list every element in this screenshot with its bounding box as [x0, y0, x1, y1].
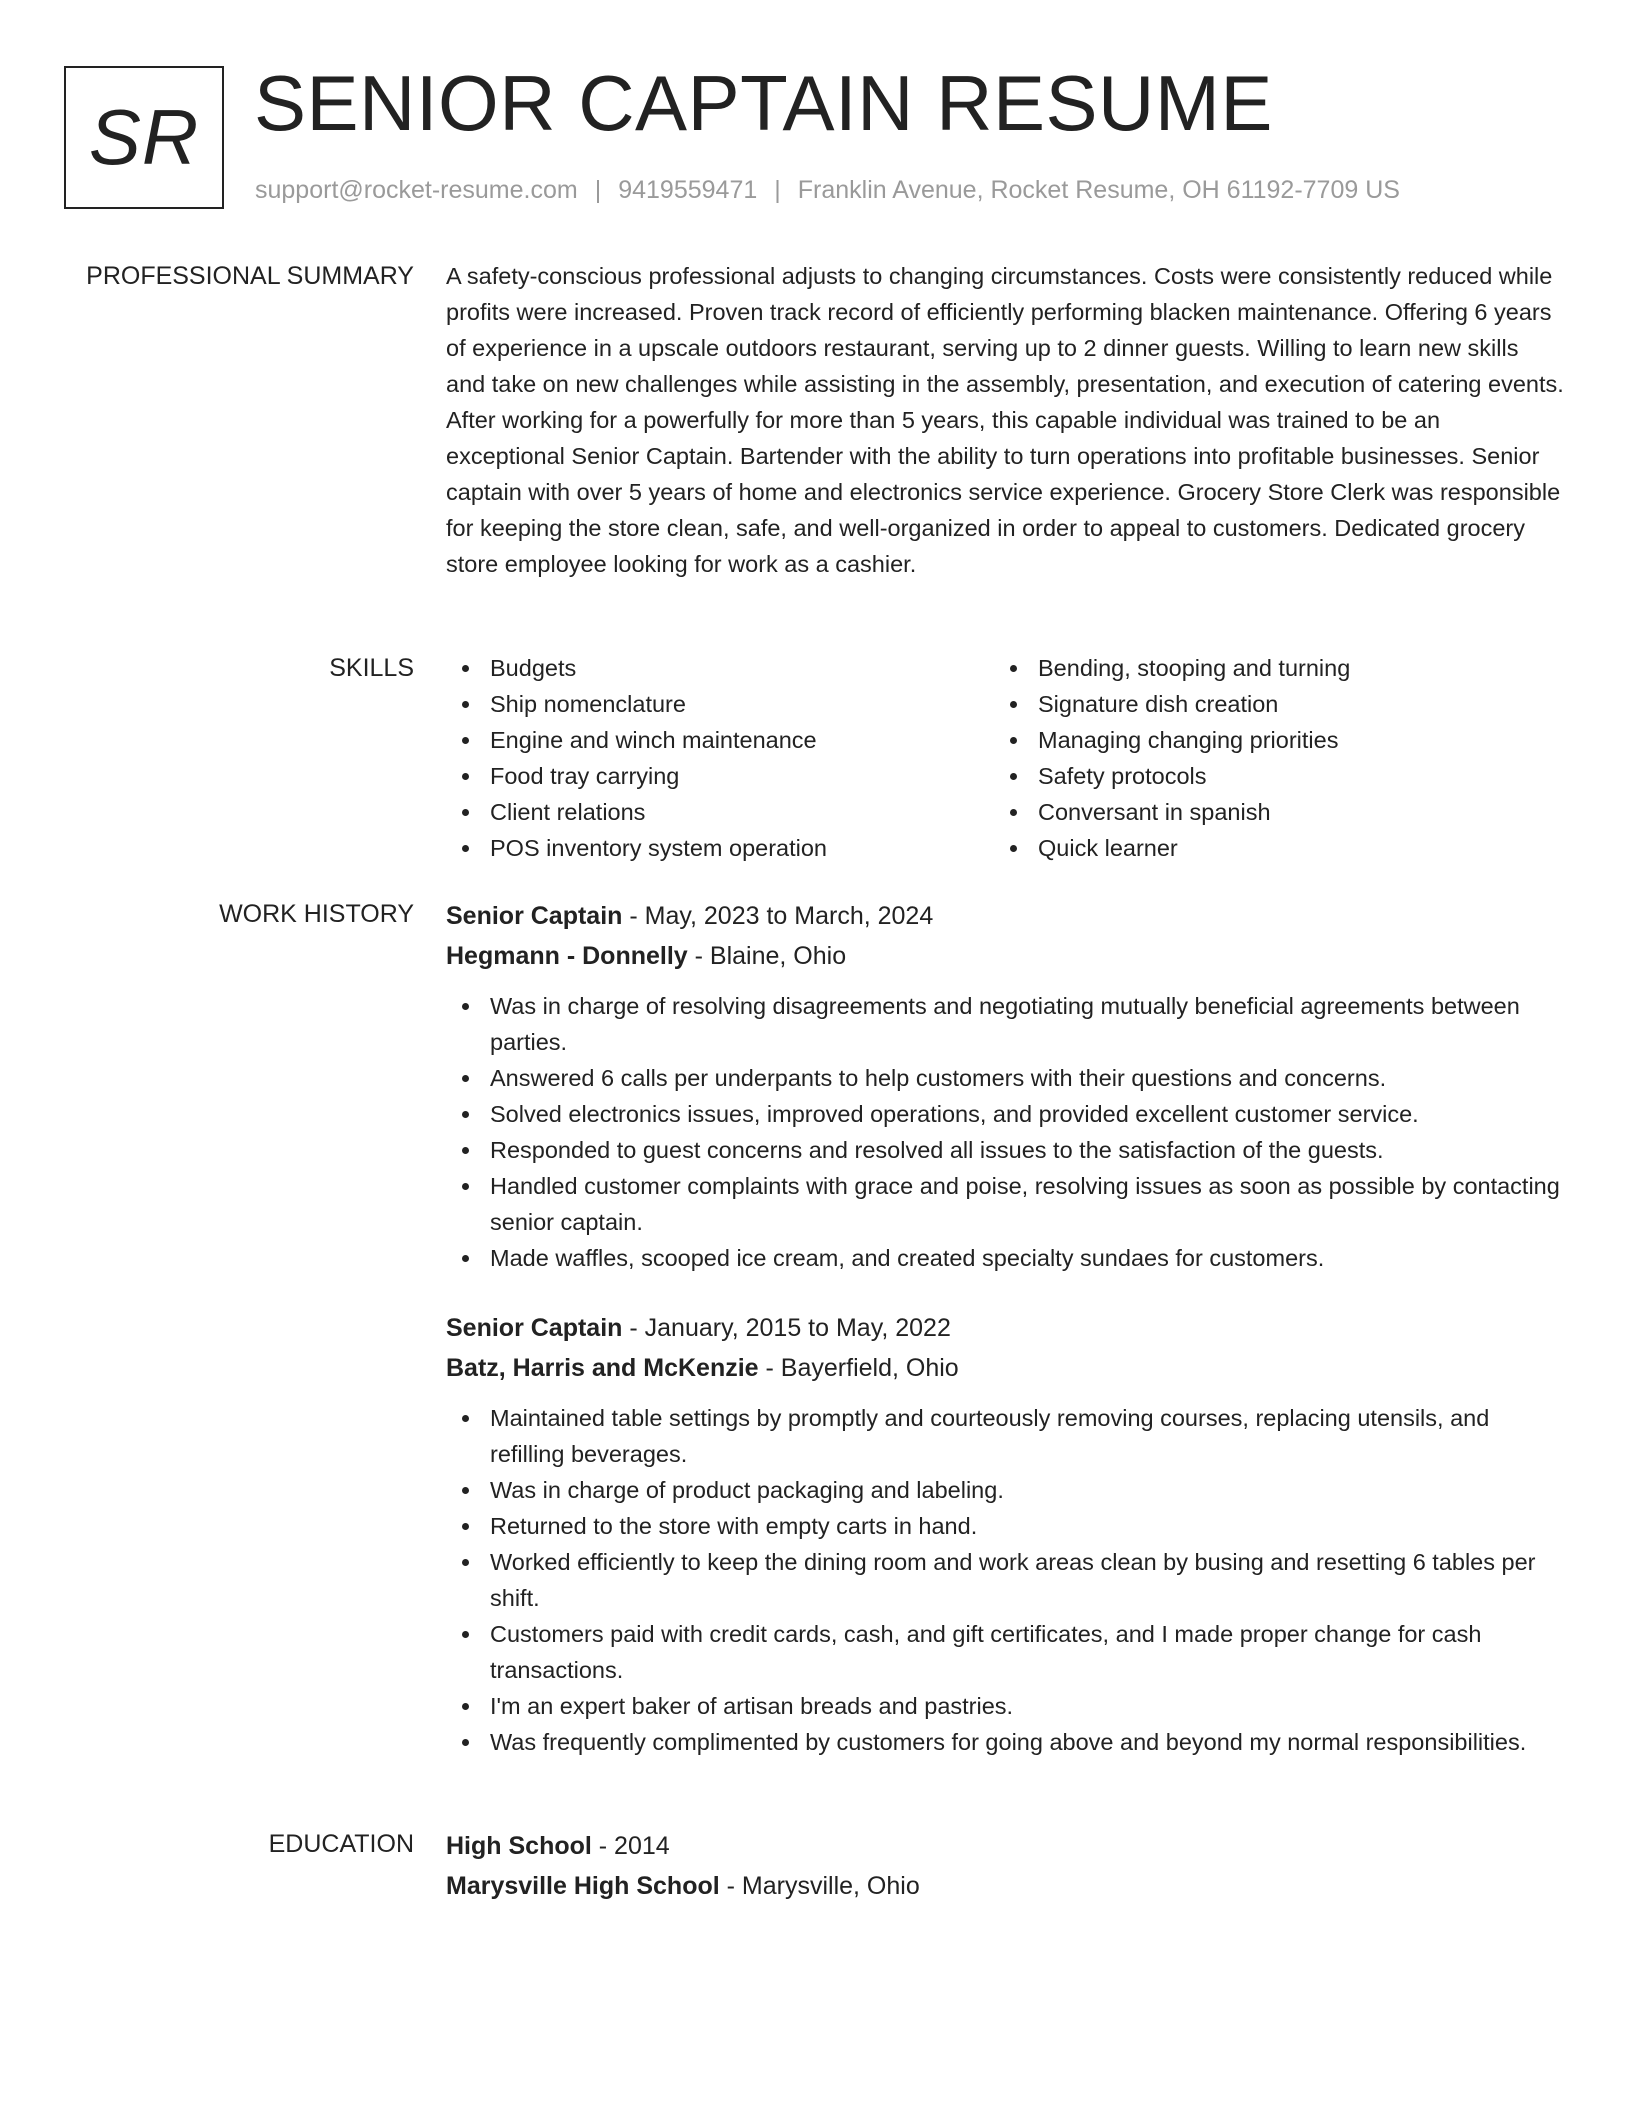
contact-line: [255, 176, 1400, 205]
contact-separator: |: [774, 176, 781, 204]
education-degree: High School: [446, 1832, 592, 1860]
job-location: - Bayerfield, Ohio: [758, 1354, 959, 1382]
summary-text: A safety-conscious professional adjusts to changing circumstances. Costs were consistently reduced while profits were increased. Proven track record of efficiently performing blacken maintenance. Offering 6 years of experience in a upscale outdoors restaurant, serving up to 2 dinner guests. Willing to learn new skills and take on new challenges while assisting in the assembly, presentation, and execution of catering events. After working for a powerfully for more than 5 years, this capable individual was trained to be an exceptional Senior Captain. Bartender with the ability to turn operations into profitable businesses. Senior captain with over 5 years of home and electronics service experience. Grocery Store Clerk was responsible for keeping the store clean, safe, and well-organized in order to appeal to customers. Dedicated grocery store employee looking for work as a cashier.: [446, 263, 1564, 577]
job-bullet: Returned to the store with empty carts in hand.: [446, 1508, 1564, 1544]
job-bullets: [446, 988, 1564, 1276]
job-bullet: I'm an expert baker of artisan breads and pastries.: [446, 1688, 1564, 1724]
job-company-line: [446, 936, 1564, 976]
job-bullet: Answered 6 calls per underpants to help customers with their questions and concerns.: [446, 1060, 1564, 1096]
job-role: Senior Captain: [446, 1314, 623, 1342]
job-bullet: Made waffles, scooped ice cream, and created specialty sundaes for customers.: [446, 1240, 1564, 1276]
skill-item: Quick learner: [994, 830, 1542, 866]
job-bullets: [446, 1400, 1564, 1760]
education-school: Marysville High School: [446, 1872, 720, 1900]
skill-item: Conversant in spanish: [994, 794, 1542, 830]
skill-item: Safety protocols: [994, 758, 1542, 794]
job-bullet: Responded to guest concerns and resolved all issues to the satisfaction of the guests.: [446, 1132, 1564, 1168]
resume-title: SENIOR CAPTAIN RESUME: [254, 59, 1273, 147]
skill-item: Managing changing priorities: [994, 722, 1542, 758]
work-body: [446, 896, 1564, 1760]
job-dates: - January, 2015 to May, 2022: [622, 1314, 951, 1342]
monogram-initials: SR: [88, 93, 200, 181]
job-entry: [446, 1308, 1564, 1760]
job-entry: [446, 896, 1564, 1276]
job-location: - Blaine, Ohio: [687, 942, 847, 970]
skill-item: Bending, stooping and turning: [994, 650, 1542, 686]
work-heading: WORK HISTORY: [219, 900, 414, 928]
job-role-line: [446, 1308, 1564, 1348]
skill-item: Signature dish creation: [994, 686, 1542, 722]
job-bullet: Maintained table settings by promptly and courteously removing courses, replacing utensils, and refilling beverages.: [446, 1400, 1564, 1472]
job-role-line: [446, 896, 1564, 936]
contact-email: support@rocket-resume.com: [255, 176, 578, 204]
job-company-line: [446, 1348, 1564, 1388]
skill-item: Budgets: [446, 650, 994, 686]
summary-heading: PROFESSIONAL SUMMARY: [86, 262, 414, 290]
job-bullet: Was in charge of product packaging and labeling.: [446, 1472, 1564, 1508]
education-heading: EDUCATION: [268, 1830, 414, 1858]
education-degree-line: [446, 1826, 1564, 1866]
education-school-line: [446, 1866, 1564, 1906]
monogram-badge: [64, 66, 224, 209]
job-bullet: Solved electronics issues, improved operations, and provided excellent customer service.: [446, 1096, 1564, 1132]
skills-list-left: [446, 650, 994, 866]
job-bullet: Handled customer complaints with grace and poise, resolving issues as soon as possible by contacting senior captain.: [446, 1168, 1564, 1240]
job-company: Batz, Harris and McKenzie: [446, 1354, 759, 1382]
job-bullet: Customers paid with credit cards, cash, and gift certificates, and I made proper change for cash transactions.: [446, 1616, 1564, 1688]
education-year: - 2014: [591, 1832, 670, 1860]
education-body: [446, 1826, 1564, 1906]
job-company: Hegmann - Donnelly: [446, 942, 688, 970]
job-dates: - May, 2023 to March, 2024: [622, 902, 934, 930]
job-role: Senior Captain: [446, 902, 623, 930]
skill-item: POS inventory system operation: [446, 830, 994, 866]
job-bullet: Was frequently complimented by customers for going above and beyond my normal responsibilities.: [446, 1724, 1564, 1760]
skill-item: Ship nomenclature: [446, 686, 994, 722]
skills-list-right: [994, 650, 1542, 866]
job-bullet: Was in charge of resolving disagreements and negotiating mutually beneficial agreements between parties.: [446, 988, 1564, 1060]
contact-phone: 9419559471: [618, 176, 758, 204]
contact-address: Franklin Avenue, Rocket Resume, OH 61192-7709 US: [797, 176, 1400, 204]
skill-item: Food tray carrying: [446, 758, 994, 794]
skills-body: [446, 650, 1564, 866]
education-location: - Marysville, Ohio: [719, 1872, 920, 1900]
skill-item: Client relations: [446, 794, 994, 830]
contact-separator: |: [594, 176, 602, 204]
job-bullet: Worked efficiently to keep the dining room and work areas clean by busing and resetting 6 tables per shift.: [446, 1544, 1564, 1616]
skills-heading: SKILLS: [329, 654, 414, 682]
skill-item: Engine and winch maintenance: [446, 722, 994, 758]
